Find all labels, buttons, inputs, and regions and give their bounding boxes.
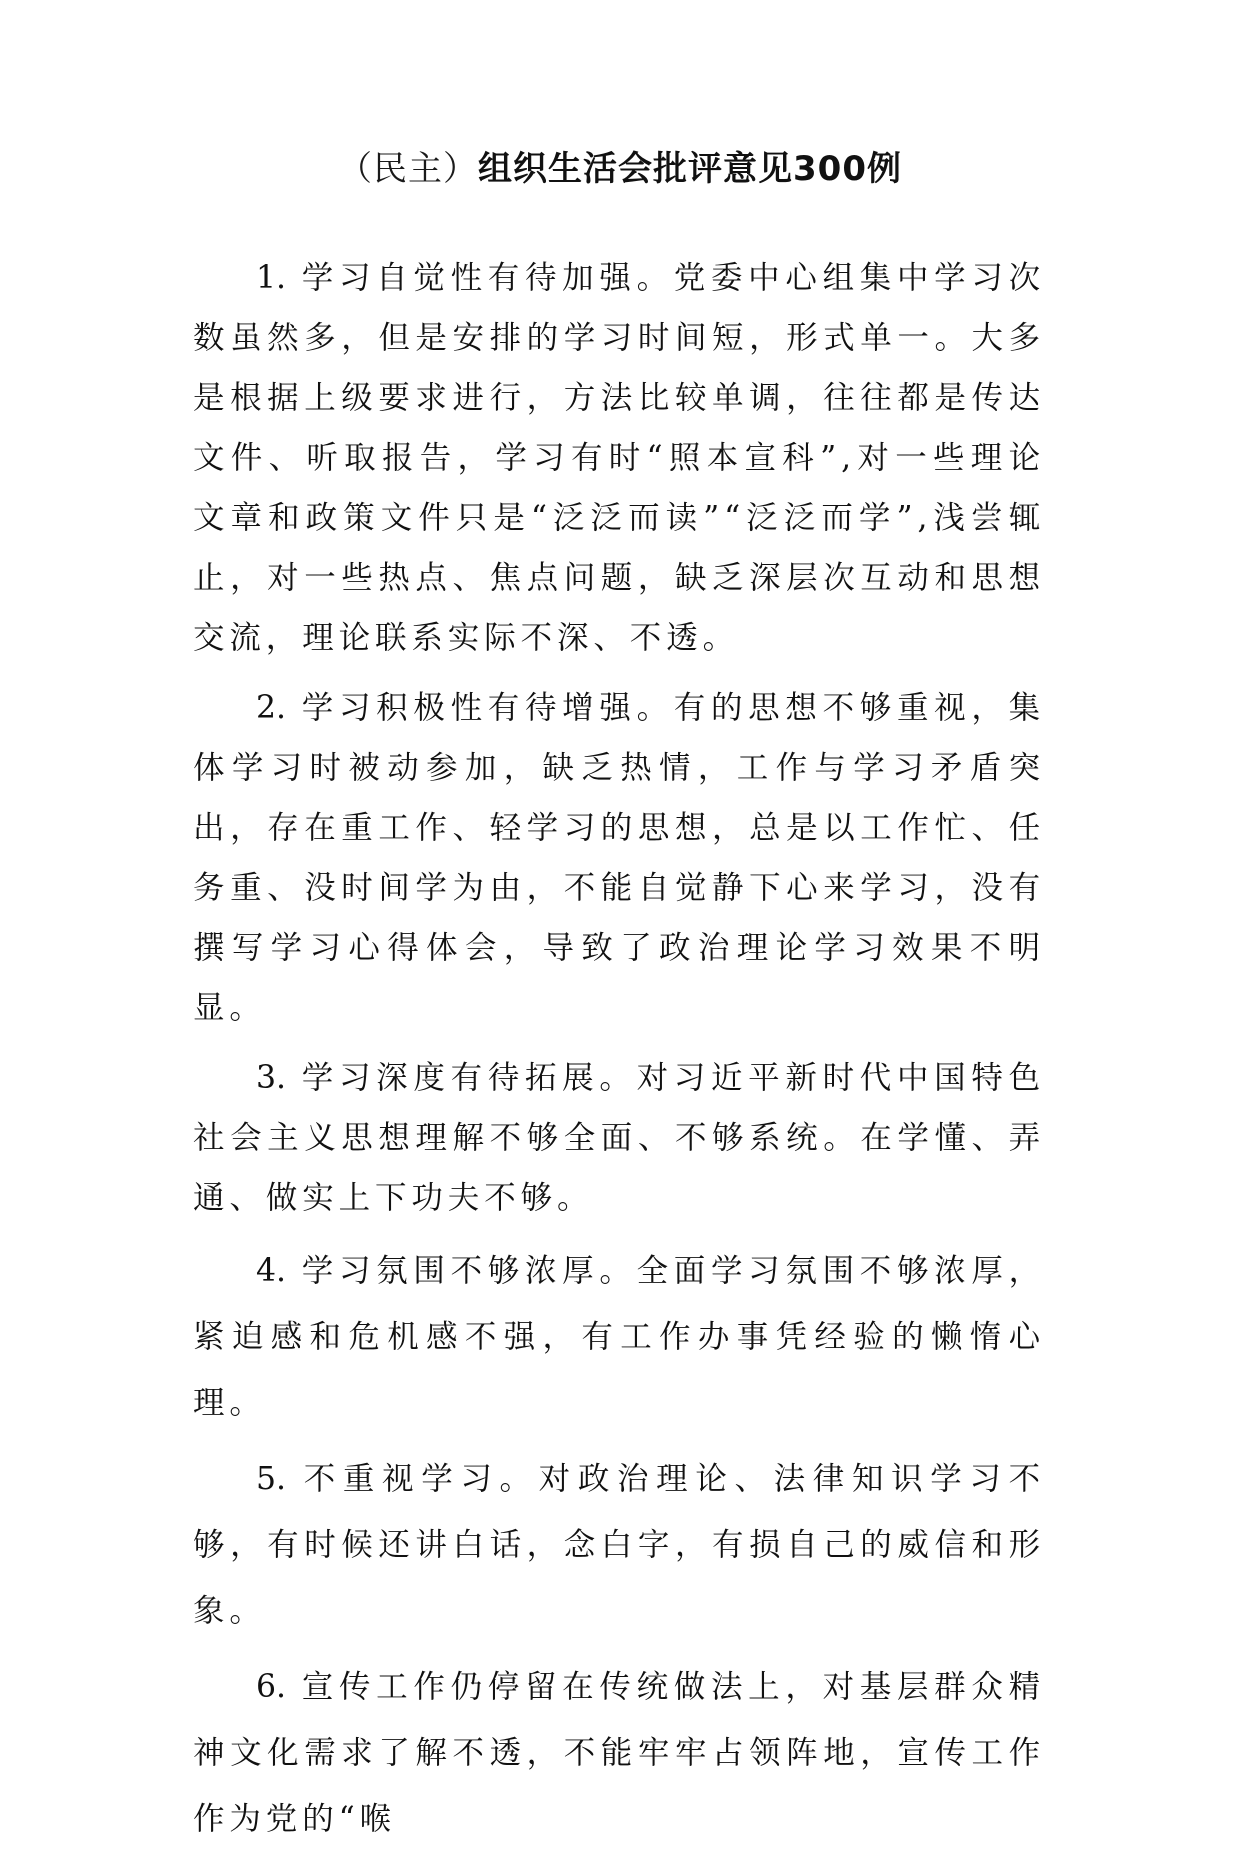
paragraph-1 xyxy=(193,248,1045,668)
paragraph-3 xyxy=(193,1048,1045,1228)
paragraph-number: 2. xyxy=(256,690,287,726)
title-prefix: （民主） xyxy=(338,149,478,189)
paragraph-number: 4. xyxy=(256,1253,287,1289)
document-title xyxy=(0,146,1240,192)
paragraph-text: 学习氛围不够浓厚。全面学习氛围不够浓厚，紧迫感和危机感不强，有工作办事凭经验的懒惰心理。 xyxy=(193,1253,1045,1421)
paragraph-text: 宣传工作仍停留在传统做法上，对基层群众精神文化需求了解不透，不能牢牢占领阵地，宣传工作作为党的“喉 xyxy=(193,1669,1045,1837)
paragraph-text: 学习自觉性有待加强。党委中心组集中学习次数虽然多，但是安排的学习时间短，形式单一。大多是根据上级要求进行，方法比较单调，往往都是传达文件、听取报告，学习有时“照本宣科”,对一些理论文章和政策文件只是“泛泛而读”“泛泛而学”,浅尝辄止，对一些热点、焦点问题，缺乏深层次互动和思想交流，理论联系实际不深、不透。 xyxy=(193,260,1045,656)
paragraph-number: 3. xyxy=(256,1060,287,1096)
paragraph-number: 1. xyxy=(256,260,287,296)
paragraph-text: 学习积极性有待增强。有的思想不够重视，集体学习时被动参加，缺乏热情，工作与学习矛盾突出，存在重工作、轻学习的思想，总是以工作忙、任务重、没时间学为由，不能自觉静下心来学习，没有撰写学习心得体会，导致了政治理论学习效果不明显。 xyxy=(193,690,1045,1026)
document-body xyxy=(193,248,1045,1862)
paragraph-5 xyxy=(193,1446,1045,1644)
paragraph-4 xyxy=(193,1238,1045,1436)
paragraph-number: 6. xyxy=(256,1669,287,1705)
paragraph-6 xyxy=(193,1654,1045,1852)
paragraph-number: 5. xyxy=(256,1461,287,1497)
paragraph-text: 不重视学习。对政治理论、法律知识学习不够，有时候还讲白话，念白字，有损自己的威信和形象。 xyxy=(193,1461,1045,1629)
paragraph-text: 学习深度有待拓展。对习近平新时代中国特色社会主义思想理解不够全面、不够系统。在学懂、弄通、做实上下功夫不够。 xyxy=(193,1060,1045,1216)
paragraph-2 xyxy=(193,678,1045,1038)
title-main: 组织生活会批评意见300例 xyxy=(478,149,902,189)
